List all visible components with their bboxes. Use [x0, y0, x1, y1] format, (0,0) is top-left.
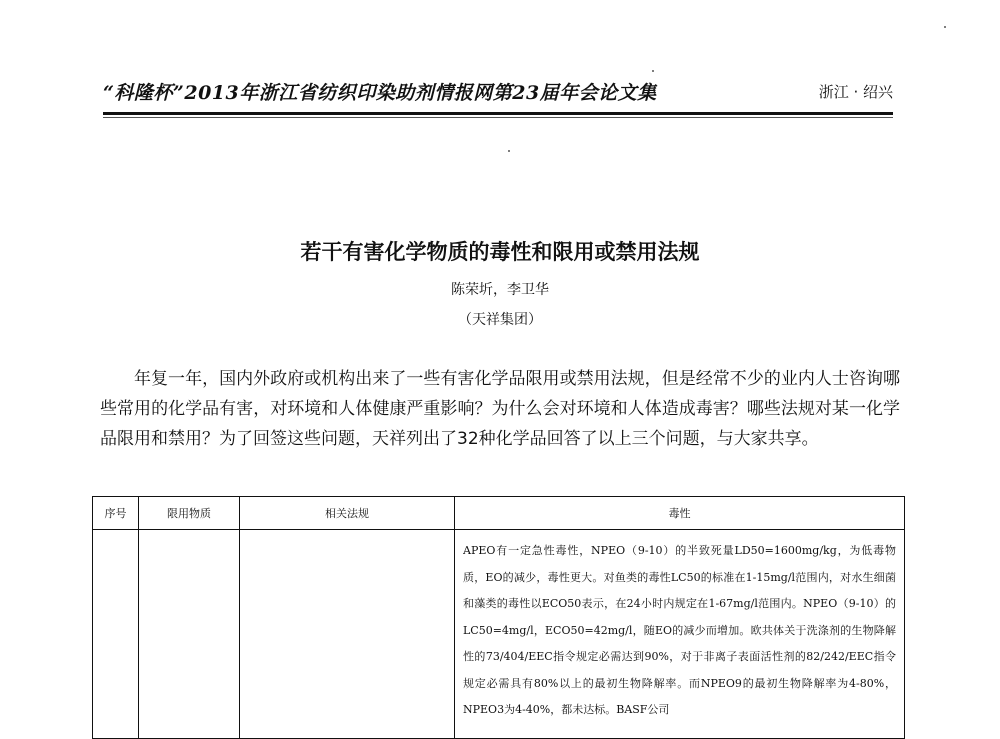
toxicity-text: APEO有一定急性毒性，NPEO（9-10）的半致死量LD50=1600mg/kg，为低毒物质，EO的减少，毒性更大。对鱼类的毒性LC50的标准在1-15mg/l范围内，对水生细菌和藻类的毒性以ECO50表示，在24小时内规定在1-67mg/l范围内。NPEO（9-10）的LC50=4mg/l，ECO50=42mg/l，随EO的减少而增加。欧共体关于洗涤剂的生物降解性的73/404/EEC指令规定必需达到90%，对于非离子表面活性剂的82/242/EEC指令规定必需具有80%以上的最初生物降解率。而NPEO9的最初生物降解率为4-80%，NPEO3为4-40%，都未达标。BASF公司 [463, 544, 896, 716]
running-header [103, 74, 893, 108]
proceedings-title: “科隆杯”2013年浙江省纺织印染助剂情报网第23届年会论文集 [103, 82, 657, 104]
substances-table [92, 496, 905, 739]
table-row [93, 530, 905, 739]
column-header-regulation: 相关法规 [240, 497, 455, 530]
article-title: 若干有害化学物质的毒性和限用或禁用法规 [300, 240, 700, 264]
article-authors: 陈荣圻，李卫华 [451, 282, 549, 298]
header-rule-thick [103, 112, 893, 115]
cell-index [93, 530, 139, 739]
header-rule-thin [103, 117, 893, 118]
article-organization: （天祥集团） [458, 312, 542, 328]
scan-speck [508, 150, 510, 152]
cell-substance [139, 530, 240, 739]
table-header-row [93, 497, 905, 530]
cell-regulation [240, 530, 455, 739]
intro-paragraph: 年复一年，国内外政府或机构出来了一些有害化学品限用或禁用法规，但是经常不少的业内人士咨询哪些常用的化学品有害，对环境和人体健康严重影响？为什么会对环境和人体造成毒害？哪些法规对某一化学品限用和禁用？为了回签这些问题，天祥列出了32种化学品回答了以上三个问题，与大家共享。 [100, 369, 900, 449]
column-header-substance: 限用物质 [139, 497, 240, 530]
cell-toxicity [455, 530, 905, 739]
conference-location: 浙江 · 绍兴 [818, 83, 893, 101]
scan-speck [652, 70, 654, 72]
column-header-toxicity: 毒性 [455, 497, 905, 530]
scan-speck [944, 26, 946, 28]
column-header-index: 序号 [93, 497, 139, 530]
